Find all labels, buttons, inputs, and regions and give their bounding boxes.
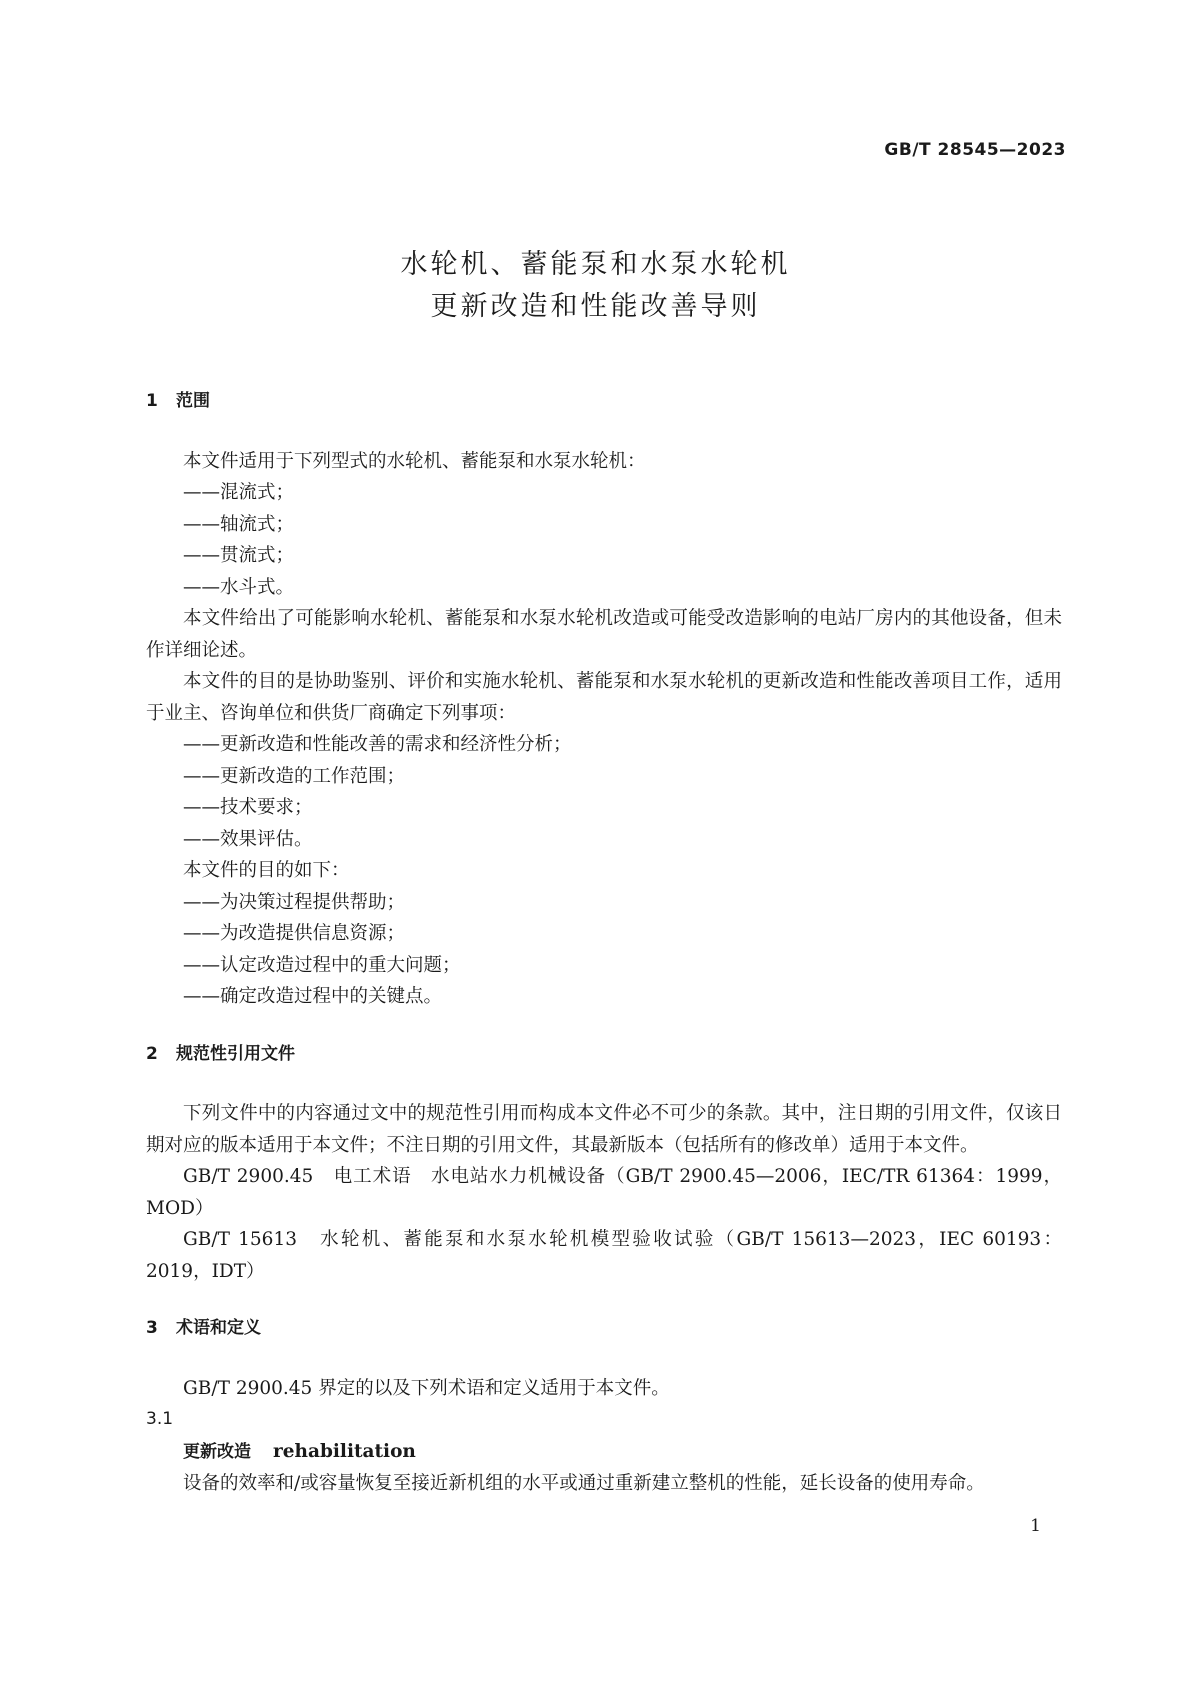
normative-reference: GB/T 2900.45 电工术语 水电站水力机械设备（GB/T 2900.45—2006，IEC/TR 61364：1999，MOD） <box>146 1166 1062 1219</box>
subsection-number: 3.1 <box>146 1409 174 1429</box>
list-item: ——水斗式。 <box>183 576 295 598</box>
list-item: ——混流式； <box>183 482 295 503</box>
list-item: ——更新改造和性能改善的需求和经济性分析； <box>183 734 572 755</box>
term-definition: 设备的效率和/或容量恢复至接近新机组的水平或通过重新建立整机的性能，延长设备的使用寿命。 <box>183 1473 985 1494</box>
paragraph: GB/T 2900.45 界定的以及下列术语和定义适用于本文件。 <box>183 1377 670 1399</box>
paragraph: 本文件适用于下列型式的水轮机、蓄能泵和水泵水轮机： <box>183 450 646 472</box>
paragraph: 本文件给出了可能影响水轮机、蓄能泵和水泵水轮机改造或可能受改造影响的电站厂房内的其他设备，但未作详细论述。 <box>146 608 1062 661</box>
paragraph: 本文件的目的如下： <box>183 860 350 881</box>
section-1-heading <box>146 386 1062 418</box>
list-item: ——技术要求； <box>183 797 313 818</box>
section-number: 3 <box>146 1318 158 1338</box>
list-item: ——轴流式； <box>183 513 295 535</box>
page-number: 1 <box>1030 1516 1041 1536</box>
document-title-line1: 水轮机、蓄能泵和水泵水轮机 <box>400 249 791 280</box>
normative-reference: GB/T 15613 水轮机、蓄能泵和水泵水轮机模型验收试验（GB/T 15613—2023，IEC 60193：2019，IDT） <box>146 1229 1062 1282</box>
paragraph: 下列文件中的内容通过文中的规范性引用而构成本文件必不可少的条款。其中，注日期的引用文件，仅该日期对应的版本适用于本文件；不注日期的引用文件，其最新版本（包括所有的修改单）适用于本文件。 <box>146 1103 1062 1156</box>
paragraph: 本文件的目的是协助鉴别、评价和实施水轮机、蓄能泵和水泵水轮机的更新改造和性能改善项目工作，适用于业主、咨询单位和供货厂商确定下列事项： <box>146 671 1062 724</box>
section-title: 规范性引用文件 <box>176 1043 295 1064</box>
list-item: ——认定改造过程中的重大问题； <box>183 954 461 976</box>
list-item: ——确定改造过程中的关键点。 <box>183 986 443 1007</box>
list-item: ——为改造提供信息资源； <box>183 923 406 944</box>
standard-code: GB/T 28545—2023 <box>884 140 1066 160</box>
list-item: ——贯流式； <box>183 545 295 566</box>
section-3-heading <box>146 1313 1062 1345</box>
section-title: 术语和定义 <box>176 1318 261 1338</box>
section-title: 范围 <box>176 391 210 411</box>
term-english: rehabilitation <box>273 1440 416 1462</box>
section-number: 2 <box>146 1043 158 1064</box>
term-entry <box>146 1436 1062 1469</box>
term-chinese: 更新改造 <box>183 1441 251 1462</box>
section-number: 1 <box>146 391 158 411</box>
list-item: ——更新改造的工作范围； <box>183 765 406 787</box>
list-item: ——为决策过程提供帮助； <box>183 891 406 913</box>
section-2-heading <box>146 1039 1062 1071</box>
document-body <box>146 386 1062 1500</box>
document-title-line2: 更新改造和性能改善导则 <box>430 291 761 322</box>
list-item: ——效果评估。 <box>183 828 313 850</box>
